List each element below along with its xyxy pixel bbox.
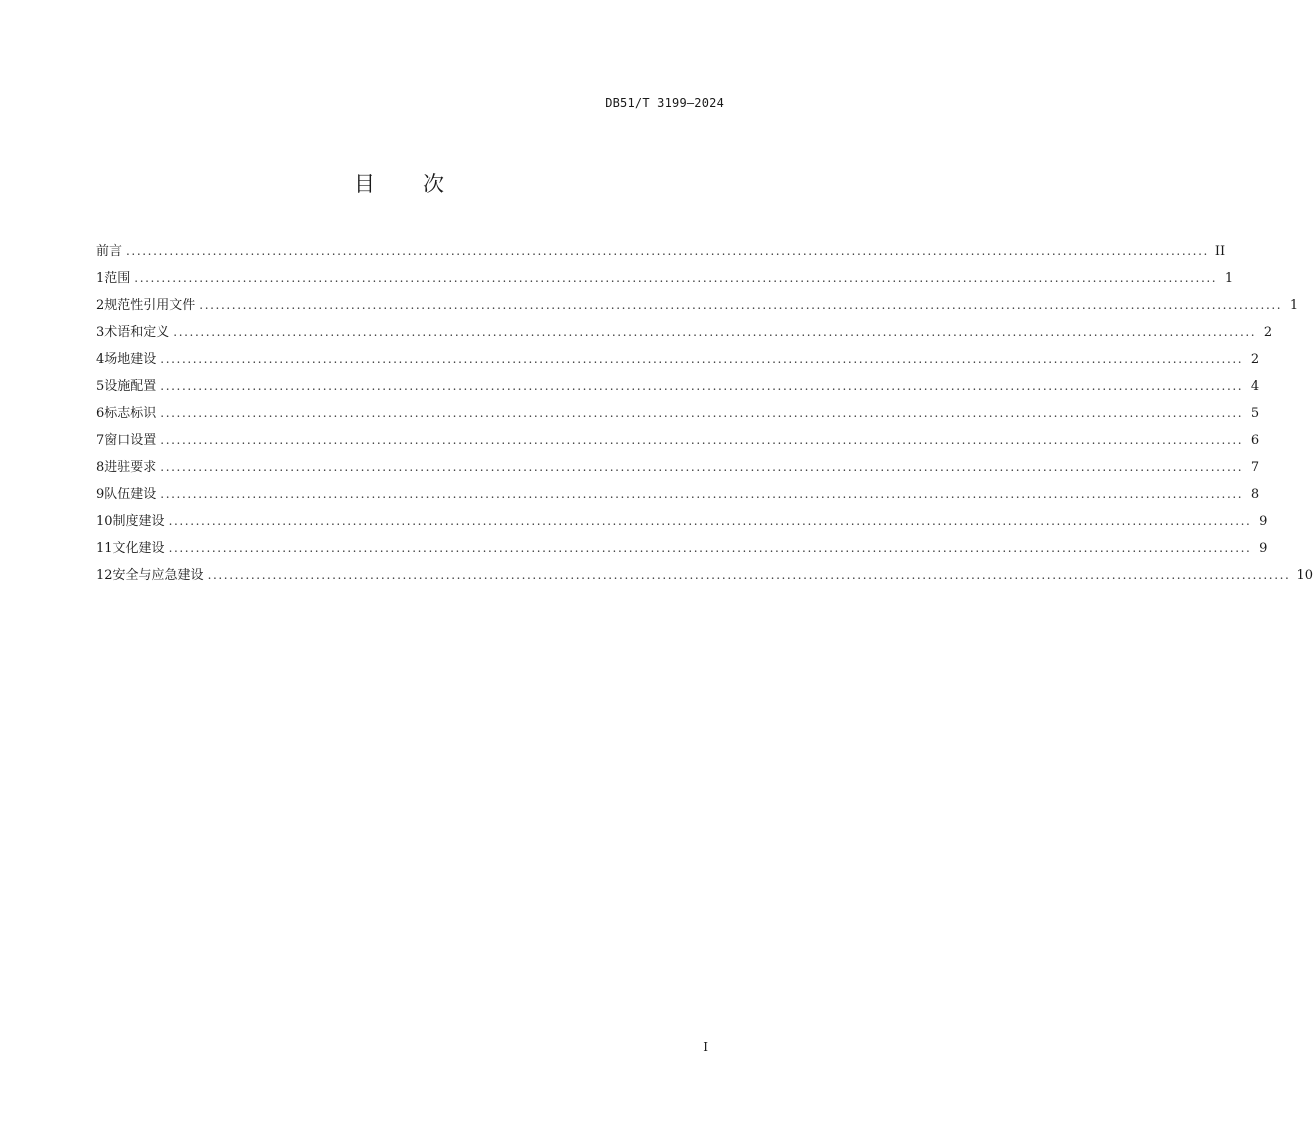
toc-entry-page: 5 [1250, 406, 1260, 421]
toc-entry-page: 2 [1250, 352, 1260, 367]
toc-leader-dots: ........................................................................................................................................................................................................ [126, 244, 1209, 258]
toc-entry-page: 10 [1296, 568, 1313, 583]
toc-entry-foreword[interactable] [96, 238, 1226, 265]
toc-title-char-2: 次 [423, 172, 446, 196]
toc-entry-label: 规范性引用文件 [104, 298, 196, 313]
toc-leader-dots: ........................................................................................................................................................................................................ [160, 379, 1244, 393]
toc-entry-label: 场地建设 [104, 352, 157, 367]
toc-leader-dots: ........................................................................................................................................................................................................ [199, 298, 1283, 312]
toc-entry-label: 安全与应急建设 [112, 568, 204, 583]
toc-leader-dots: ........................................................................................................................................................................................................ [173, 325, 1257, 339]
toc-leader-dots: ........................................................................................................................................................................................................ [134, 271, 1218, 285]
toc-leader-dots: ........................................................................................................................................................................................................ [168, 541, 1252, 555]
toc-entry-number: 11 [96, 541, 113, 556]
toc-entry-page: 4 [1250, 379, 1260, 394]
toc-entry-8[interactable] [96, 454, 1260, 481]
toc-entry-number: 10 [96, 514, 113, 529]
toc-entry-6[interactable] [96, 400, 1260, 427]
toc-entry-12[interactable] [96, 562, 1313, 589]
toc-entry-page: 2 [1263, 325, 1273, 340]
toc-entry-number: 7 [96, 433, 105, 448]
toc-entry-label: 窗口设置 [104, 433, 157, 448]
toc-title [0, 168, 800, 198]
toc-entry-label: 前言 [96, 244, 123, 259]
toc-entry-page: 6 [1250, 433, 1260, 448]
toc-entry-label: 进驻要求 [104, 460, 157, 475]
toc-entry-number: 12 [96, 568, 113, 583]
document-code: DB51/T 3199—2024 [605, 96, 724, 110]
toc-entry-number: 8 [96, 460, 105, 475]
toc-entry-number: 4 [96, 352, 105, 367]
toc-entry-5[interactable] [96, 373, 1260, 400]
toc-leader-dots: ........................................................................................................................................................................................................ [160, 406, 1244, 420]
toc-entry-label: 文化建设 [112, 541, 165, 556]
toc-entry-1[interactable] [96, 265, 1234, 292]
toc-entry-label: 术语和定义 [104, 325, 170, 340]
toc-entry-9[interactable] [96, 481, 1260, 508]
toc-entry-label: 制度建设 [112, 514, 165, 529]
page-number: I [703, 1040, 708, 1054]
toc-entry-number: 6 [96, 406, 105, 421]
toc-entry-page: 7 [1250, 460, 1260, 475]
toc-leader-dots: ........................................................................................................................................................................................................ [160, 352, 1244, 366]
toc-entry-number: 5 [96, 379, 105, 394]
toc-entry-page: 9 [1259, 541, 1268, 556]
toc-entry-11[interactable] [96, 535, 1268, 562]
table-of-contents [96, 238, 1313, 589]
toc-leader-dots: ........................................................................................................................................................................................................ [207, 568, 1291, 582]
toc-title-char-1: 目 [354, 172, 377, 196]
toc-leader-dots: ........................................................................................................................................................................................................ [160, 460, 1244, 474]
toc-entry-number: 2 [96, 298, 105, 313]
toc-entry-number: 1 [96, 271, 105, 286]
toc-entry-page: 1 [1289, 298, 1299, 313]
toc-entry-label: 范围 [104, 271, 131, 286]
toc-entry-number: 9 [96, 487, 105, 502]
toc-entry-page: 8 [1250, 487, 1260, 502]
toc-leader-dots: ........................................................................................................................................................................................................ [168, 514, 1252, 528]
toc-entry-2[interactable] [96, 292, 1299, 319]
toc-entry-label: 队伍建设 [104, 487, 157, 502]
toc-leader-dots: ........................................................................................................................................................................................................ [160, 487, 1244, 501]
toc-entry-page: 1 [1224, 271, 1234, 286]
toc-entry-10[interactable] [96, 508, 1268, 535]
toc-entry-page: II [1214, 244, 1226, 259]
toc-entry-label: 标志标识 [104, 406, 157, 421]
toc-entry-page: 9 [1259, 514, 1268, 529]
toc-entry-3[interactable] [96, 319, 1273, 346]
toc-entry-4[interactable] [96, 346, 1260, 373]
toc-leader-dots: ........................................................................................................................................................................................................ [160, 433, 1244, 447]
toc-entry-number: 3 [96, 325, 105, 340]
toc-entry-label: 设施配置 [104, 379, 157, 394]
toc-entry-7[interactable] [96, 427, 1260, 454]
